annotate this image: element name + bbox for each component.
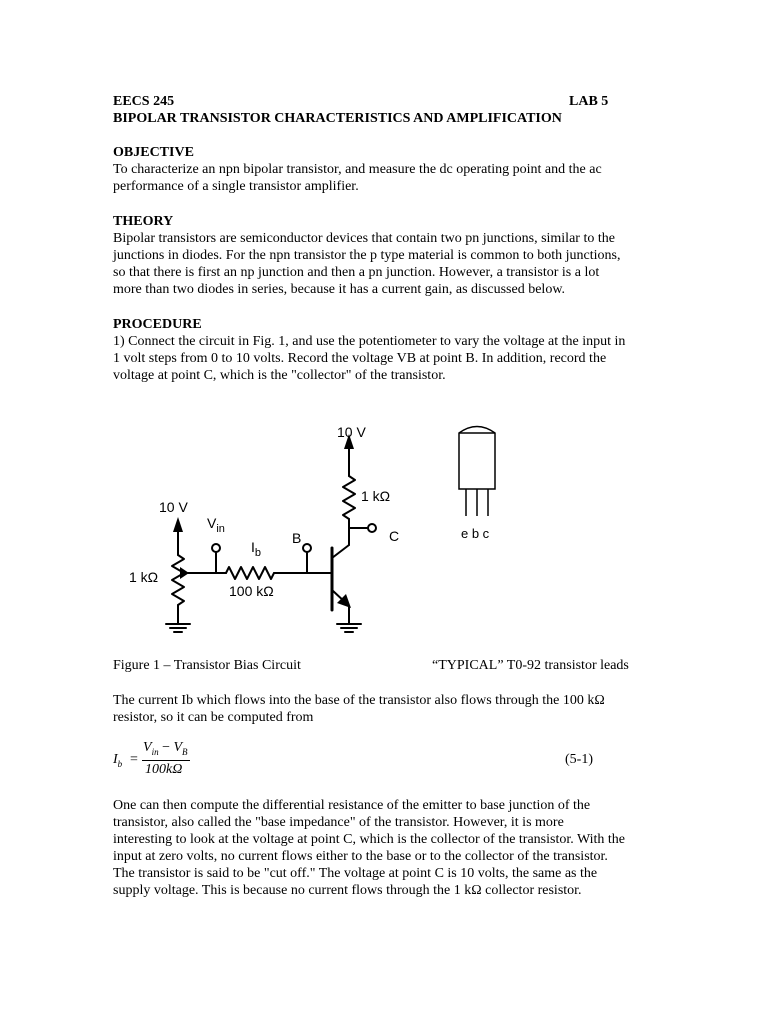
supply-arrow-left-icon — [173, 517, 183, 532]
theory-line: Bipolar transistors are semiconductor devices that contain two pn junctions, similar to the — [113, 231, 615, 246]
equation-numerator: $V_{in} - V_B$ — [143, 740, 188, 757]
base-resistor — [226, 567, 274, 579]
package-caption: “TYPICAL” T0-92 transistor leads — [432, 658, 629, 673]
vin-terminal — [212, 544, 220, 552]
lead-labels: e b c — [461, 526, 490, 541]
supply-left-label: 10 V — [159, 499, 188, 515]
to92-package-icon — [459, 427, 495, 517]
pot-wiper-arrow-icon — [180, 567, 189, 579]
body-line: interesting to look at the voltage at point C, which is the collector of the transistor. With the — [113, 832, 626, 847]
body-line: The transistor is said to be "cut off." The voltage at point C is 10 volts, the same as the — [113, 866, 598, 881]
base-resistor-label: 100 kΩ — [229, 583, 274, 599]
ib-label: $I_b$ — [251, 539, 262, 559]
equation-denominator: 100kΩ — [145, 762, 183, 777]
potentiometer — [172, 555, 184, 605]
supply-top-label: 10 V — [337, 424, 366, 440]
procedure-heading: PROCEDURE — [113, 317, 202, 332]
theory-line: more than two diodes in series, because it has a current gain, as discussed below. — [113, 282, 566, 297]
theory-line: so that there is first an np junction and then a pn junction. However, a transistor is a lot — [113, 265, 600, 280]
vin-label: $V_{in}$ — [207, 515, 225, 535]
body-line: input at zero volts, no current flows either to the base or to the collector of the transistor. — [113, 849, 608, 864]
objective-heading: OBJECTIVE — [113, 145, 194, 160]
body-line: resistor, so it can be computed from — [113, 710, 314, 725]
node-b-label: B — [292, 530, 302, 546]
procedure-line: voltage at point C, which is the "collector" of the transistor. — [113, 368, 446, 383]
document-title: BIPOLAR TRANSISTOR CHARACTERISTICS AND AMPLIFICATION — [113, 111, 562, 126]
procedure-line: 1) Connect the circuit in Fig. 1, and use the potentiometer to vary the voltage at the input in — [113, 334, 626, 349]
theory-line: junctions in diodes. For the npn transistor the p type material is common to both junctions, — [113, 248, 621, 263]
equation-number: (5-1) — [565, 752, 593, 767]
procedure-line: 1 volt steps from 0 to 10 volts. Record the voltage VB at point B. In addition, record the — [113, 351, 607, 366]
figure-caption: Figure 1 – Transistor Bias Circuit — [113, 658, 301, 673]
collector-resistor — [343, 476, 355, 519]
b-terminal — [303, 544, 311, 552]
body-line: supply voltage. This is because no current flows through the 1 kΩ collector resistor. — [113, 883, 582, 898]
fraction-bar — [142, 760, 190, 761]
lab-number: LAB 5 — [569, 94, 609, 109]
equation-equals: = — [130, 752, 138, 767]
equation-lhs: $I_b$ — [113, 752, 123, 769]
course-code: EECS 245 — [113, 94, 175, 109]
theory-heading: THEORY — [113, 214, 174, 229]
objective-line: To characterize an npn bipolar transistor, and measure the dc operating point and the ac — [113, 162, 602, 177]
c-terminal — [368, 524, 376, 532]
node-c-label: C — [389, 528, 400, 544]
collector-resistor-label: 1 kΩ — [361, 488, 391, 504]
body-line: transistor, also called the "base impedance" of the transistor. However, it is more — [113, 815, 564, 830]
body-line: One can then compute the differential resistance of the emitter to base junction of the — [113, 798, 591, 813]
body-line: The current Ib which flows into the base of the transistor also flows through the 100 kΩ — [113, 693, 605, 708]
objective-line: performance of a single transistor amplifier. — [113, 179, 359, 194]
transistor-collector-lead — [332, 545, 349, 558]
pot-value-label: 1 kΩ — [129, 569, 159, 585]
